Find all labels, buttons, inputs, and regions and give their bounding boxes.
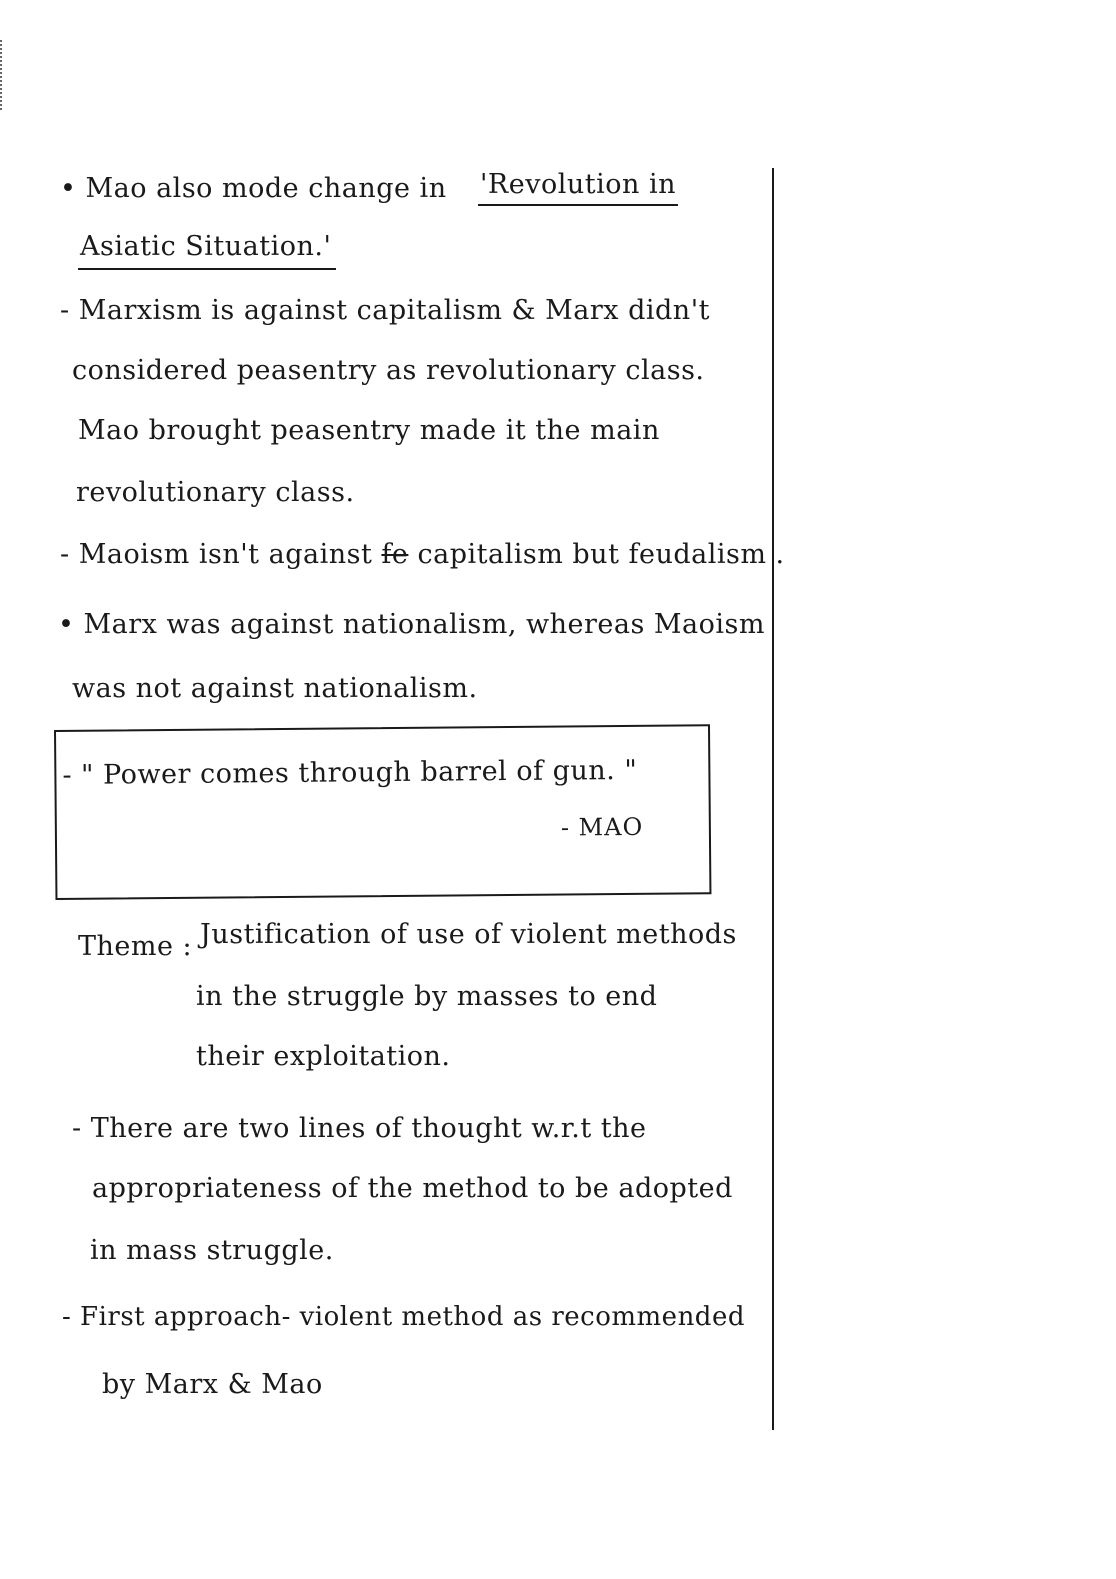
struck-out-word: fe bbox=[381, 539, 409, 570]
theme-line-2: in the struggle by masses to end bbox=[196, 981, 658, 1012]
quote-text: - " Power comes through barrel of gun. " bbox=[62, 754, 638, 791]
note-line-mao-change bbox=[60, 172, 447, 206]
quote-box bbox=[54, 724, 711, 900]
note-line-mass-struggle: in mass struggle. bbox=[90, 1235, 334, 1266]
theme-label: Theme : bbox=[78, 931, 193, 962]
margin-rule bbox=[772, 168, 774, 1430]
note-line-by-marx-mao: by Marx & Mao bbox=[102, 1369, 323, 1400]
note-line-first-approach: - First approach- violent method as recommended bbox=[62, 1302, 745, 1332]
maoism-text-before: - Maoism isn't against bbox=[60, 539, 373, 570]
note-line-appropriateness: appropriateness of the method to be adopted bbox=[92, 1173, 733, 1204]
heading-underline-2 bbox=[78, 268, 336, 270]
heading-revolution-part2: Asiatic Situation.' bbox=[80, 231, 332, 262]
maoism-text-after: capitalism but feudalism . bbox=[417, 539, 785, 570]
note-line-not-against-nationalism: was not against nationalism. bbox=[72, 673, 478, 704]
theme-line-1: Justification of use of violent methods bbox=[200, 919, 737, 950]
note-line-nationalism: • Marx was against nationalism, whereas Maoism bbox=[58, 609, 766, 640]
quote-author: - MAO bbox=[560, 812, 644, 842]
heading-revolution-part1: 'Revolution in bbox=[480, 169, 676, 200]
note-line-maoism-feudalism bbox=[60, 538, 785, 572]
theme-line-3: their exploitation. bbox=[196, 1041, 451, 1072]
heading-underline-1 bbox=[478, 204, 678, 206]
note-line-peasentry: considered peasentry as revolutionary class. bbox=[72, 355, 705, 386]
note-line-revolutionary-class: revolutionary class. bbox=[76, 477, 355, 508]
page-edge-mark bbox=[0, 40, 5, 110]
note-line-marxism: - Marxism is against capitalism & Marx didn't bbox=[60, 295, 710, 326]
note-line-mao-brought: Mao brought peasentry made it the main bbox=[78, 415, 660, 446]
note-line-two-lines: - There are two lines of thought w.r.t the bbox=[72, 1113, 647, 1144]
note-line-prefix: • Mao also mode change in bbox=[60, 173, 447, 204]
